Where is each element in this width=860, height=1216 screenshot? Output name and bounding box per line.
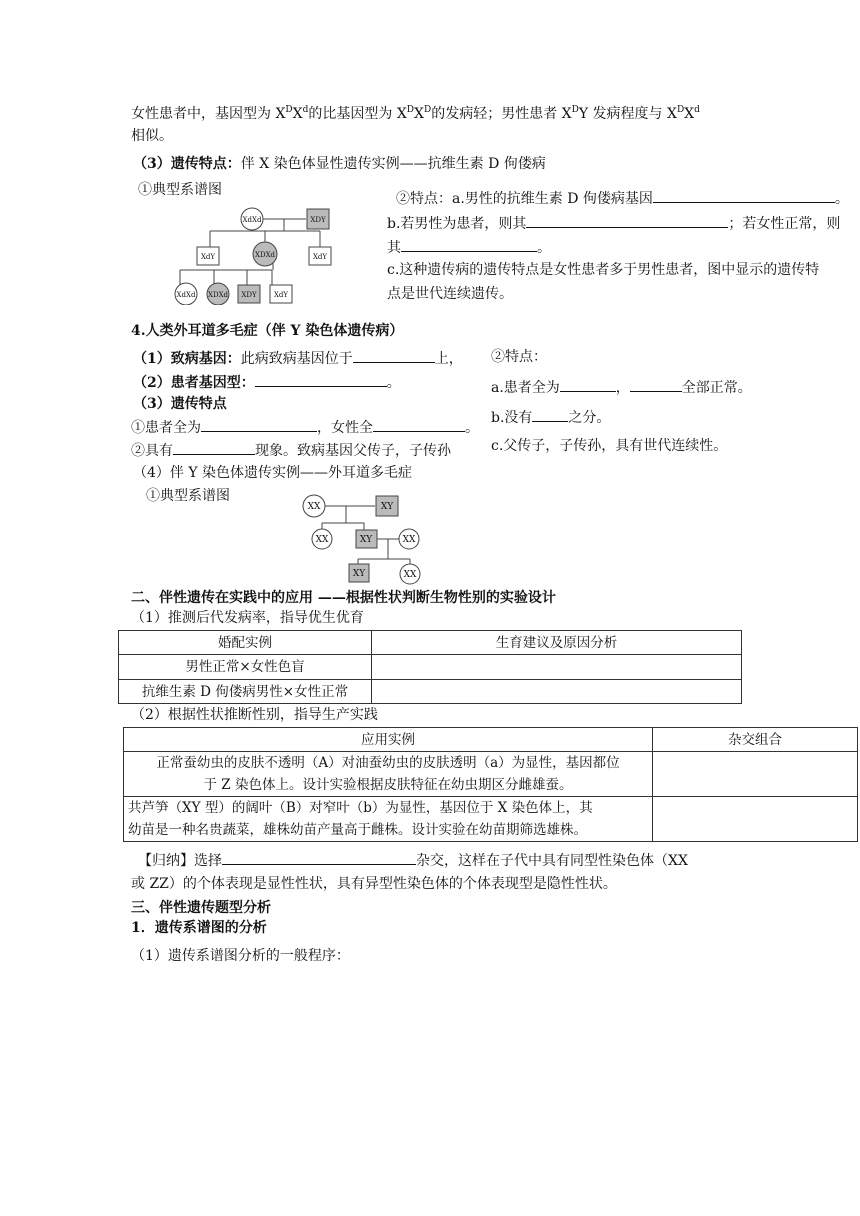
intro-line2: 相似。 bbox=[131, 128, 173, 144]
part3-sub: 1．遗传系谱图的分析 bbox=[131, 920, 267, 936]
t1-row2-answer bbox=[372, 680, 742, 704]
s3-feature-c2: 点是世代连续遗传。 bbox=[387, 286, 513, 302]
p2-r2-female2: XX bbox=[402, 535, 416, 545]
s4-line5: ②具有 现象。致病基因父传子，子传孙 bbox=[131, 440, 451, 461]
intro-line1: 女性患者中，基因型为 $X^DX^d$的比基因型为 $X^DX^D$的发病轻；男性患者 $X^DY$ 发病程度与 $X^DX^d$ bbox=[131, 105, 700, 122]
pedigree-chart-1 bbox=[170, 205, 370, 305]
p1-r1-female: XdXd bbox=[242, 216, 262, 224]
p1-r3-3: XDY bbox=[241, 291, 257, 299]
p2-r2-male: XY bbox=[359, 535, 373, 545]
s4-line6: （4）伴 Y 染色体遗传实例——外耳道多毛症 bbox=[133, 465, 413, 481]
p1-r3-2: XDXd bbox=[207, 291, 229, 299]
t2-row1: 正常蚕幼虫的皮肤不透明（A）对油蚕幼虫的皮肤透明（a）为显性，基因都位 于 Z 染色体上。设计实验根据皮肤特征在幼虫期区分雌雄蚕。 bbox=[124, 752, 653, 797]
t1-row1: 男性正常×女性色盲 bbox=[119, 655, 372, 680]
part3-title: 三、伴性遗传题型分析 bbox=[131, 900, 271, 916]
s3-pedigree-label: ①典型系谱图 bbox=[138, 182, 222, 198]
p1-r2-male1: XdY bbox=[200, 253, 216, 261]
s4-right-b: b.没有 之分。 bbox=[491, 407, 610, 428]
s4-right-a: a.患者全为 ， 全部正常。 bbox=[491, 377, 752, 398]
s4-line2: （2）患者基因型： 。 bbox=[133, 372, 401, 393]
p2-r1-male: XY bbox=[380, 502, 394, 512]
s3-feature-c1: c.这种遗传病的遗传特点是女性患者多于男性患者，图中显示的遗传特 bbox=[387, 262, 820, 278]
s3-feature-b: b.若男性为患者，则其 ；若女性正常，则 bbox=[387, 213, 840, 234]
p1-r2-male2: XdY bbox=[312, 253, 328, 261]
t1-row2: 抗维生素 D 佝偻病男性×女性正常 bbox=[119, 680, 372, 704]
p1-r1-male: XDY bbox=[310, 216, 326, 224]
p2-r3-female: XX bbox=[403, 570, 417, 580]
t2-row2: 共芦笋（XY 型）的阔叶（B）对窄叶（b）为显性，基因位于 X 染色体上，其 幼苗是一种名贵蔬菜，雄株幼苗产量高于雌株。设计实验在幼苗期筛选雄株。 bbox=[124, 797, 653, 842]
summary-line1: 【归纳】选择 杂交，这样在子代中具有同型性染色体（XX bbox=[138, 850, 688, 871]
t2-header-2: 杂交组合 bbox=[653, 728, 858, 752]
p1-r3-4: XdY bbox=[273, 291, 289, 299]
table-marriage bbox=[118, 630, 742, 704]
s4-line7: ①典型系谱图 bbox=[146, 488, 230, 504]
s3-feature-a: ②特点：a.男性的抗维生素 D 佝偻病基因 。 bbox=[396, 188, 849, 209]
summary-line2: 或 ZZ）的个体表现是显性性状，具有异型性染色体的个体表现型是隐性性状。 bbox=[131, 876, 617, 892]
p2-r3-male: XY bbox=[352, 569, 366, 579]
t2-row1-answer bbox=[653, 752, 858, 797]
p2-r2-female1: XX bbox=[315, 535, 329, 545]
p1-r3-1: XdXd bbox=[176, 291, 196, 299]
part2-sub1: （1）推测后代发病率，指导优生优育 bbox=[131, 610, 364, 626]
t1-header-2: 生育建议及原因分析 bbox=[372, 631, 742, 655]
s4-title: 4.人类外耳道多毛症（伴 Y 染色体遗传病） bbox=[131, 323, 404, 339]
part2-sub2: （2）根据性状推断性别，指导生产实践 bbox=[131, 707, 378, 723]
part3-line: （1）遗传系谱图分析的一般程序： bbox=[131, 948, 350, 964]
s3-feature-b-cont: 其 。 bbox=[387, 237, 551, 258]
part2-title: 二、伴性遗传在实践中的应用 ——根据性状判断生物性别的实验设计 bbox=[131, 590, 556, 606]
table-application bbox=[123, 727, 858, 842]
p2-r1-female: XX bbox=[307, 502, 321, 512]
t1-header-1: 婚配实例 bbox=[119, 631, 372, 655]
pedigree-chart-2 bbox=[298, 493, 438, 585]
s4-right-c: c.父传子，子传孙，具有世代连续性。 bbox=[491, 438, 728, 454]
s4-line1: （1）致病基因：此病致病基因位于 上， bbox=[133, 348, 463, 369]
s4-line3: （3）遗传特点 bbox=[133, 396, 227, 412]
s4-right-head: ②特点： bbox=[491, 349, 547, 365]
t2-header-1: 应用实例 bbox=[124, 728, 653, 752]
t1-row1-answer bbox=[372, 655, 742, 680]
s4-line4: ①患者全为 ，女性全 。 bbox=[131, 417, 479, 438]
s3-heading: （3）遗传特点：伴 X 染色体显性遗传实例——抗维生素 D 佝偻病 bbox=[133, 156, 546, 172]
t2-row2-answer bbox=[653, 797, 858, 842]
p1-r2-female: XDXd bbox=[254, 251, 276, 259]
